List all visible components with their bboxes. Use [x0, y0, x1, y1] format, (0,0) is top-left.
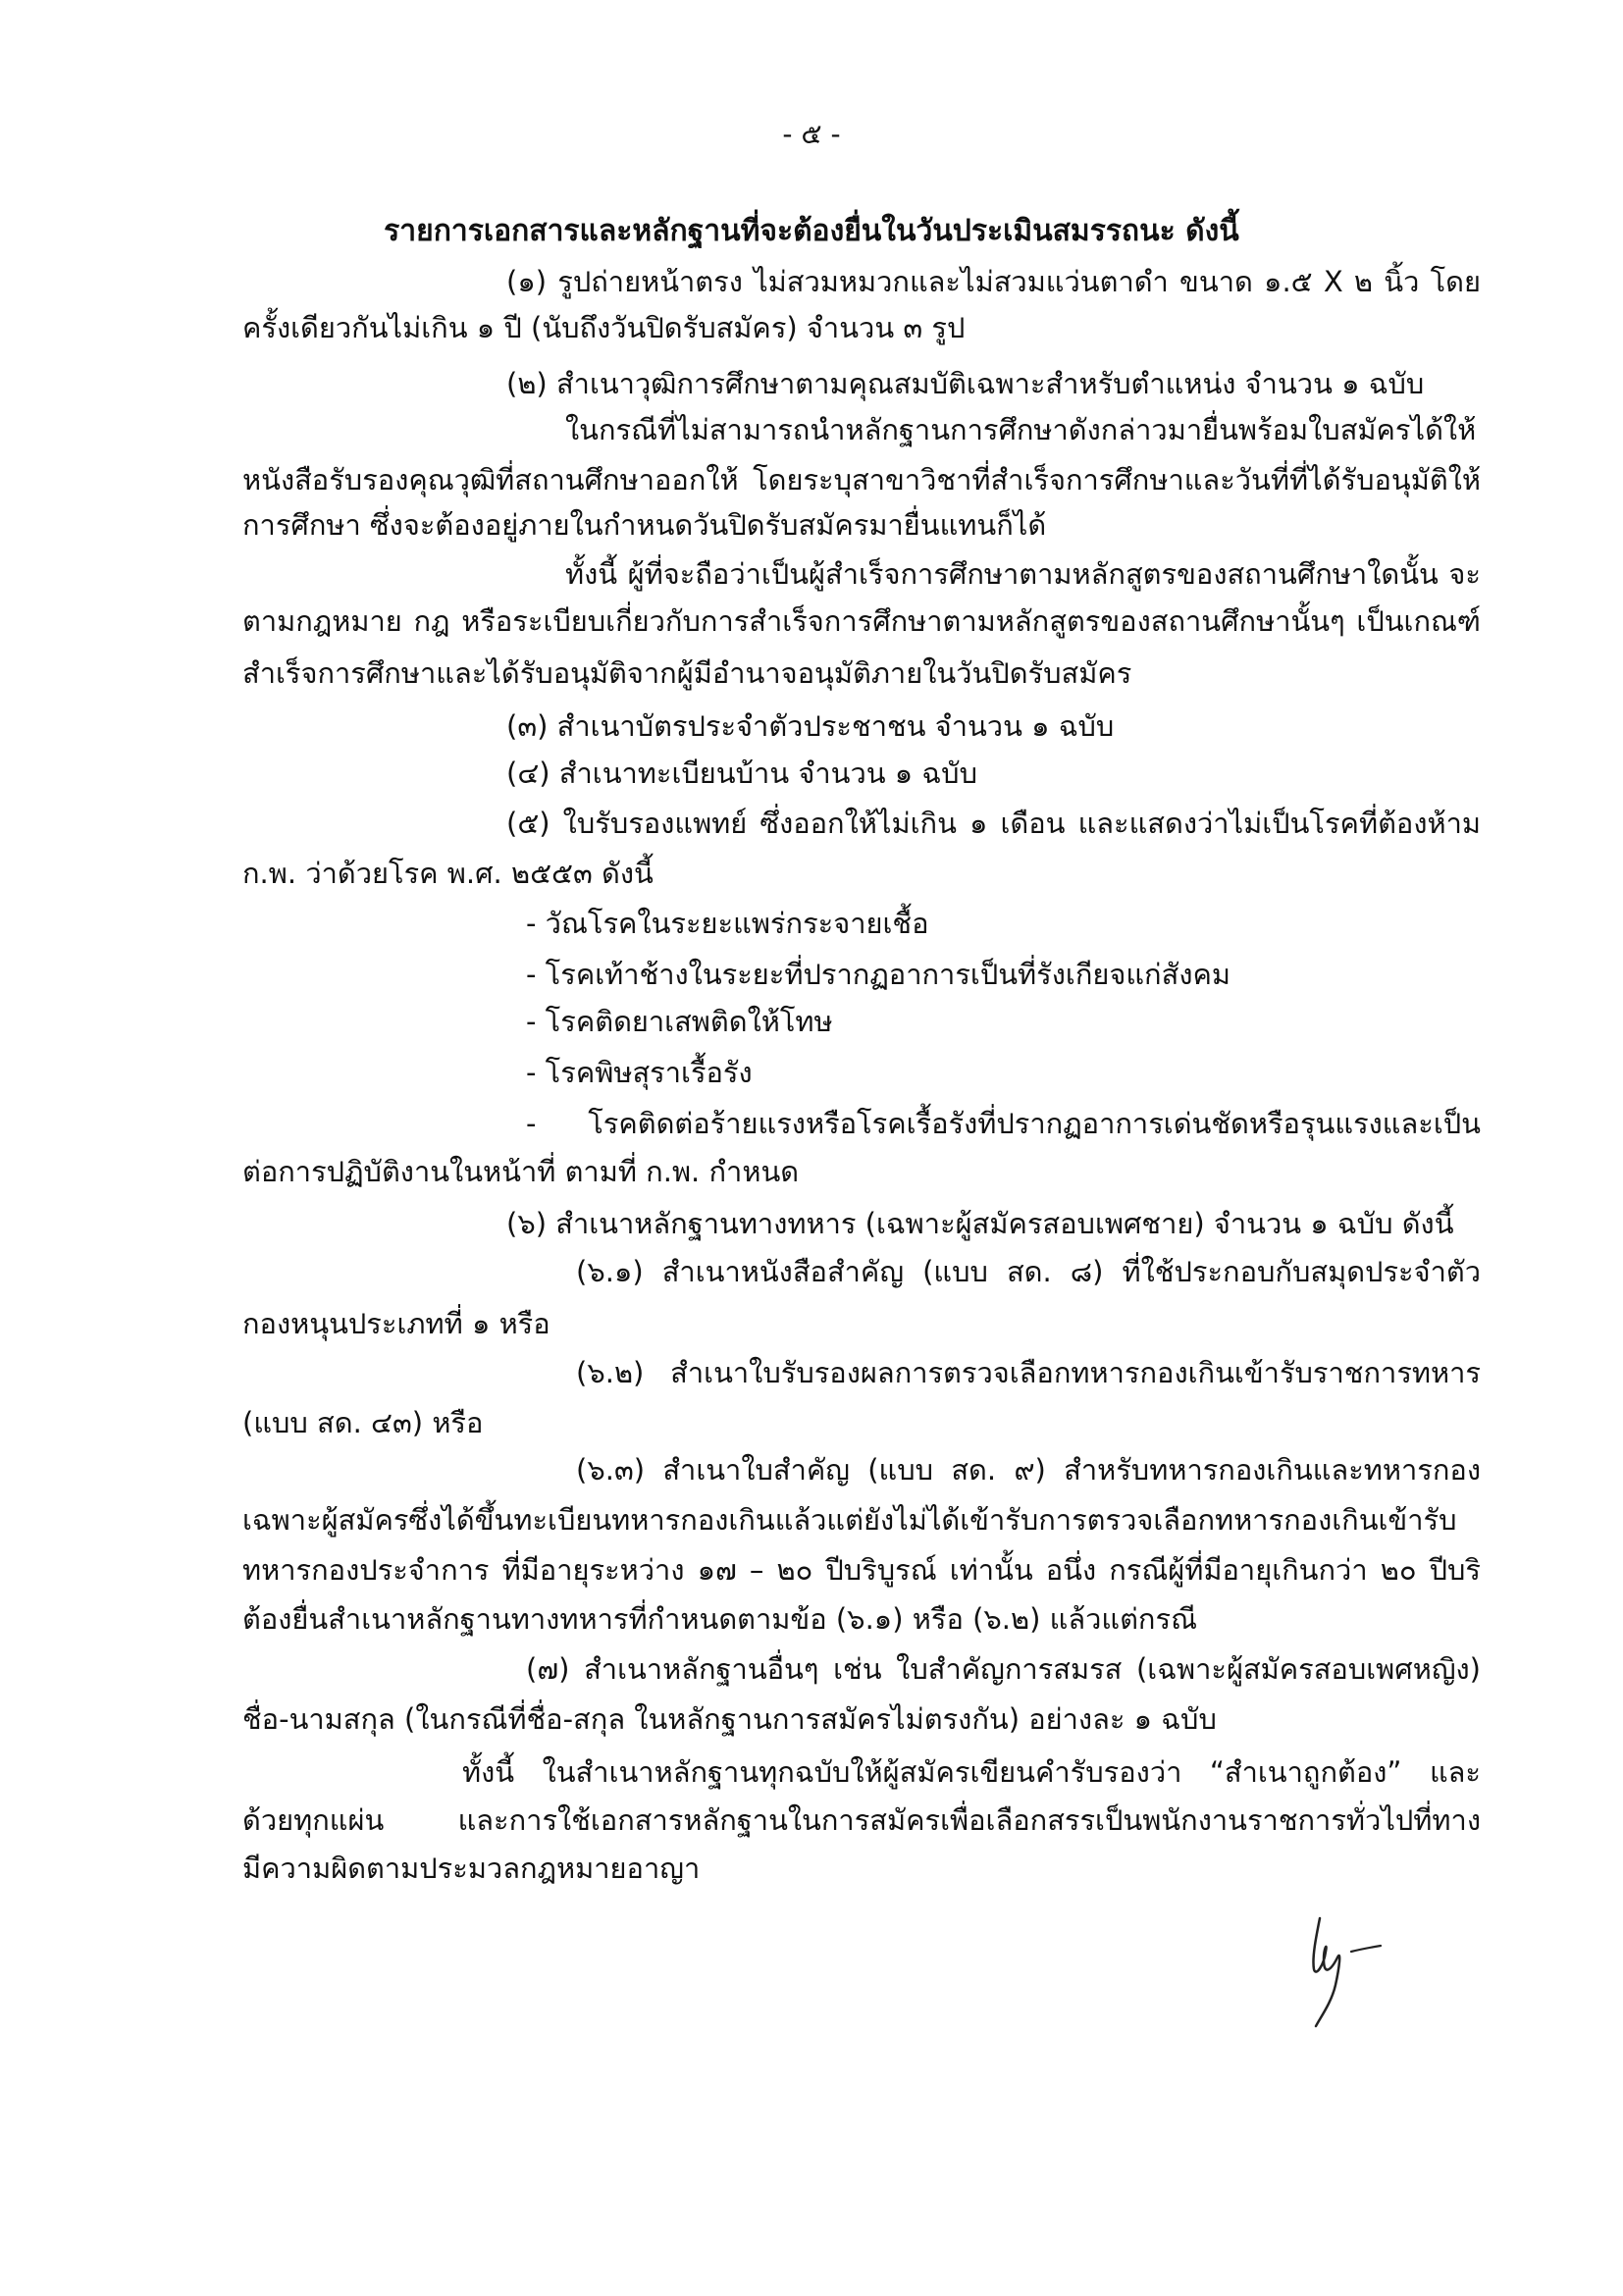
item-2-note-line: หนังสือรับรองคุณวุฒิที่สถานศึกษาออกให้ โดยระบุสาขาวิชาที่สำเร็จการศึกษาและวันที่ที่ได้รับอนุมัติให้ — [242, 463, 1481, 496]
item-6-3-line: ต้องยื่นสำเนาหลักฐานทางทหารที่กำหนดตามข้อ (๖.๑) หรือ (๖.๒) แล้วแต่กรณี — [242, 1602, 1197, 1636]
item-6-3-line: เฉพาะผู้สมัครซึ่งได้ขึ้นทะเบียนทหารกองเกินแล้วแต่ยังไม่ได้เข้ารับการตรวจเลือกทหารกองเกินเข้ารับ — [242, 1503, 1457, 1537]
item-6-1: (๖.๑) สำเนาหนังสือสำคัญ (แบบ สด. ๘) ที่ใช้ประกอบกับสมุดประจำตัว — [576, 1255, 1481, 1288]
disease-list-continuation: ต่อการปฏิบัติงานในหน้าที่ ตามที่ ก.พ. กำหนด — [242, 1155, 800, 1188]
item-6-3-line: ทหารกองประจำการ ที่มีอายุระหว่าง ๑๗ – ๒๐ ปีบริบูรณ์ เท่านั้น อนึ่ง กรณีผู้ที่มีอายุเกินกว่า ๒๐ ปีบริ — [242, 1553, 1481, 1587]
closing-note: ทั้งนี้ ในสำเนาหลักฐานทุกฉบับให้ผู้สมัครเขียนคำรับรองว่า “สำเนาถูกต้อง” และ — [462, 1755, 1481, 1789]
item-2-note-line: การศึกษา ซึ่งจะต้องอยู่ภายในกำหนดวันปิดรับสมัครมายื่นแทนก็ได้ — [242, 508, 1047, 542]
disease-list-item: - โรคเท้าช้างในระยะที่ปรากฏอาการเป็นที่รังเกียจแก่สังคม — [526, 958, 1230, 991]
item-6-3: (๖.๓) สำเนาใบสำคัญ (แบบ สด. ๙) สำหรับทหารกองเกินและทหารกอง — [576, 1453, 1481, 1487]
item-2-condition: ทั้งนี้ ผู้ที่จะถือว่าเป็นผู้สำเร็จการศึกษาตามหลักสูตรของสถานศึกษาใดนั้น จะ — [565, 557, 1481, 591]
item-1-photo: (๑) รูปถ่ายหน้าตรง ไม่สวมหมวกและไม่สวมแว่นตาดำ ขนาด ๑.๕ X ๒ นิ้ว โดย — [506, 265, 1481, 298]
closing-note-line: ด้วยทุกแผ่น และการใช้เอกสารหลักฐานในการสมัครเพื่อเลือกสรรเป็นพนักงานราชการทั่วไปที่ทาง — [242, 1803, 1481, 1837]
item-7-other: (๗) สำเนาหลักฐานอื่นๆ เช่น ใบสำคัญการสมรส (เฉพาะผู้สมัครสอบเพศหญิง) — [526, 1652, 1481, 1686]
disease-list-item: - โรคพิษสุราเรื้อรัง — [526, 1056, 753, 1089]
closing-note-line: มีความผิดตามประมวลกฎหมายอาญา — [242, 1852, 701, 1885]
item-4-house-registration: (๔) สำเนาทะเบียนบ้าน จำนวน ๑ ฉบับ — [506, 757, 977, 790]
item-6-military: (๖) สำเนาหลักฐานทางทหาร (เฉพาะผู้สมัครสอบเพศชาย) จำนวน ๑ ฉบับ ดังนี้ — [506, 1207, 1454, 1240]
item-1-continuation: ครั้งเดียวกันไม่เกิน ๑ ปี (นับถึงวันปิดรับสมัคร) จำนวน ๓ รูป — [242, 311, 966, 344]
item-3-id-card: (๓) สำเนาบัตรประจำตัวประชาชน จำนวน ๑ ฉบับ — [506, 709, 1115, 743]
page-number: - ๕ - — [782, 118, 841, 150]
signature-icon — [1290, 1908, 1398, 2031]
item-6-2: (๖.๒) สำเนาใบรับรองผลการตรวจเลือกทหารกองเกินเข้ารับราชการทหาร — [576, 1356, 1481, 1389]
item-5-continuation: ก.พ. ว่าด้วยโรค พ.ศ. ๒๕๕๓ ดังนี้ — [242, 857, 654, 890]
item-5-medical-certificate: (๕) ใบรับรองแพทย์ ซึ่งออกให้ไม่เกิน ๑ เดือน และแสดงว่าไม่เป็นโรคที่ต้องห้าม — [506, 807, 1481, 840]
item-2-note: ในกรณีที่ไม่สามารถนำหลักฐานการศึกษาดังกล่าวมายื่นพร้อมใบสมัครได้ให้ — [565, 413, 1477, 446]
item-2-condition-line: ตามกฎหมาย กฎ หรือระเบียบเกี่ยวกับการสำเร็จการศึกษาตามหลักสูตรของสถานศึกษานั้นๆ เป็นเกณฑ์ — [242, 604, 1481, 638]
item-6-1-continuation: กองหนุนประเภทที่ ๑ หรือ — [242, 1307, 550, 1340]
item-2-education: (๒) สำเนาวุฒิการศึกษาตามคุณสมบัติเฉพาะสำหรับตำแหน่ง จำนวน ๑ ฉบับ — [506, 367, 1425, 400]
disease-list-item: - โรคติดยาเสพติดให้โทษ — [526, 1005, 833, 1038]
disease-list-item: - วัณโรคในระยะแพร่กระจายเชื้อ — [526, 907, 929, 940]
item-6-2-continuation: (แบบ สด. ๔๓) หรือ — [242, 1406, 484, 1439]
document-title: รายการเอกสารและหลักฐานที่จะต้องยื่นในวันประเมินสมรรถนะ ดังนี้ — [384, 214, 1239, 248]
item-7-continuation: ชื่อ-นามสกุล (ในกรณีที่ชื่อ-สกุล ในหลักฐานการสมัครไม่ตรงกัน) อย่างละ ๑ ฉบับ — [242, 1702, 1217, 1736]
item-2-condition-line: สำเร็จการศึกษาและได้รับอนุมัติจากผู้มีอำนาจอนุมัติภายในวันปิดรับสมัคร — [242, 656, 1132, 690]
disease-list-item: - โรคติดต่อร้ายแรงหรือโรคเรื้อรังที่ปรากฏอาการเด่นชัดหรือรุนแรงและเป็น — [526, 1107, 1481, 1140]
